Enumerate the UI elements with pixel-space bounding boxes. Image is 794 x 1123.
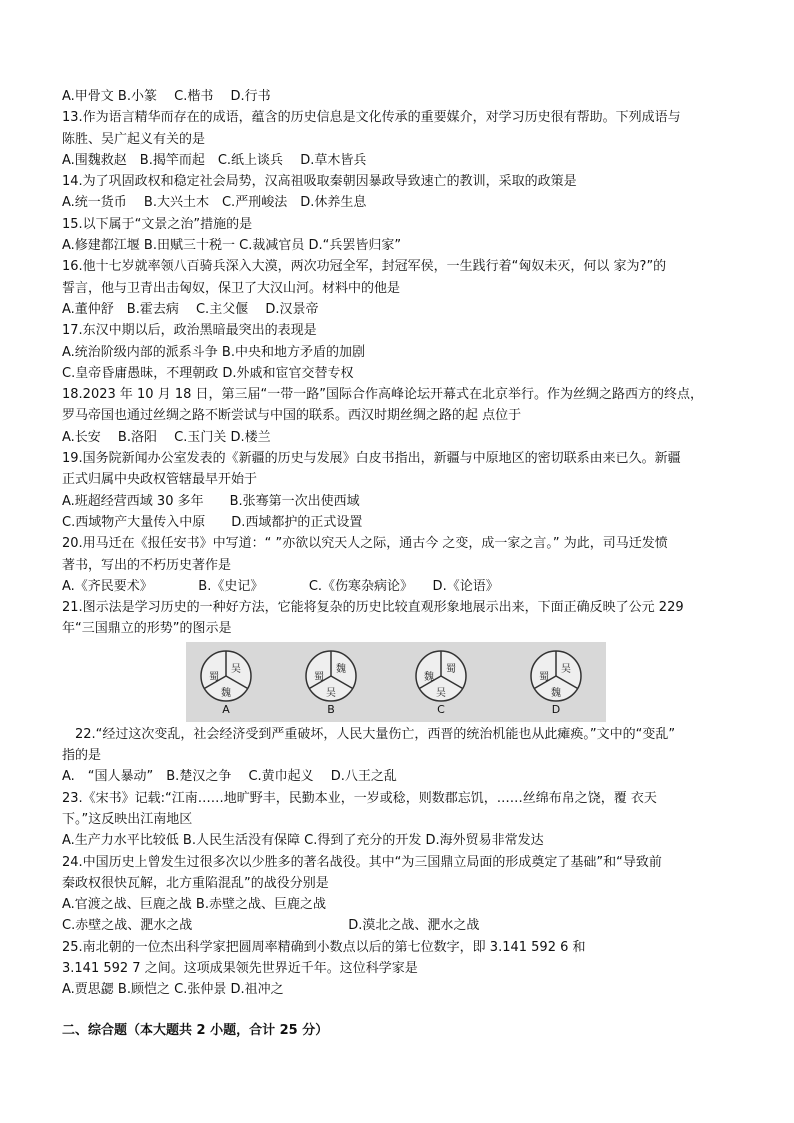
diagram-option-a bbox=[196, 648, 256, 720]
option-letter: A bbox=[222, 702, 230, 716]
pie-label: 魏 bbox=[221, 687, 231, 699]
pie-label: 吴 bbox=[326, 687, 336, 699]
text-line: A.围魏救赵 B.揭竿而起 C.纸上谈兵 D.草木皆兵 bbox=[62, 152, 367, 168]
option-letter: D bbox=[551, 702, 561, 716]
questions-block-1 bbox=[62, 86, 742, 640]
pie-label: 蜀 bbox=[209, 671, 219, 683]
text-line: A.统治阶级内部的派系斗争 B.中央和地方矛盾的加剧 bbox=[62, 344, 365, 360]
text-line: 18.2023 年 10 月 18 日，第三届“一带一路”国际合作高峰论坛开幕式在北京举行。作为丝绸之路西方的终点， bbox=[62, 387, 703, 403]
text-line: 13.作为语言精华而存在的成语，蕴含的历史信息是文化传承的重要媒介，对学习历史很有帮助。下列成语与 bbox=[62, 110, 681, 126]
pie-label: 魏 bbox=[424, 671, 434, 683]
text-line: C.西域物产大量传入中原 D.西域都护的正式设置 bbox=[62, 514, 363, 530]
text-line: A.甲骨文 B.小篆 C.楷书 D.行书 bbox=[62, 89, 271, 104]
diagram-option-b bbox=[301, 648, 361, 720]
text-line: 下。”这反映出江南地区 bbox=[62, 811, 193, 827]
option-letter: B bbox=[327, 702, 335, 716]
text-line: A.董仲舒 B.霍去病 C.主父偃 D.汉景帝 bbox=[62, 301, 319, 317]
pie-diagram bbox=[198, 648, 254, 704]
section-title: 二、综合题（本大题共 2 小题，合计 25 分） bbox=[62, 1022, 329, 1038]
diagram-option-d bbox=[526, 648, 586, 720]
exam-page bbox=[62, 86, 742, 1038]
text-line: A. “国人暴动” B.楚汉之争 C.黄巾起义 D.八王之乱 bbox=[62, 769, 397, 785]
text-line: 15.以下属于“文景之治”措施的是 bbox=[62, 216, 253, 232]
text-line: A.生产力水平比较低 B.人民生活没有保障 C.得到了充分的开发 D.海外贸易非常发达 bbox=[62, 833, 544, 849]
text-line: A.《齐民要术》 B.《史记》 C.《伤寒杂病论》 D.《论语》 bbox=[62, 578, 499, 594]
pie-label: 吴 bbox=[231, 663, 241, 675]
questions-block-2 bbox=[62, 724, 742, 1001]
pie-label: 魏 bbox=[336, 663, 346, 675]
text-line: A.长安 B.洛阳 C.玉门关 D.楼兰 bbox=[62, 429, 271, 445]
pie-diagram bbox=[413, 648, 469, 704]
pie-label: 蜀 bbox=[446, 663, 456, 675]
text-line: 指的是 bbox=[62, 748, 102, 764]
pie-label: 吴 bbox=[436, 687, 446, 699]
pie-diagram bbox=[303, 648, 359, 704]
text-line: 陈胜、吴广起义有关的是 bbox=[62, 131, 206, 147]
text-line: 秦政权很快瓦解，北方重陷混乱”的战役分别是 bbox=[62, 875, 329, 891]
text-line: 16.他十七岁就率领八百骑兵深入大漠，两次功冠全军，封冠军侯，一生践行着“匈奴未灭，何以 家为?”的 bbox=[62, 259, 667, 275]
text-line: 19.国务院新闻办公室发表的《新疆的历史与发展》白皮书指出，新疆与中原地区的密切联系由来已久。新疆 bbox=[62, 451, 681, 467]
text-line: 年“三国鼎立的形势”的图示是 bbox=[62, 621, 232, 637]
three-kingdoms-diagram bbox=[186, 642, 606, 722]
text-line: A.修建都江堰 B.田赋三十税一 C.裁减官员 D.“兵罢皆归家” bbox=[62, 238, 402, 254]
text-line: 20.用马迁在《报任安书》中写道：“ ”亦欲以究天人之际，通古今 之变，成一家之言。” 为此，司马迁发愤 bbox=[62, 536, 668, 552]
pie-label: 吴 bbox=[561, 663, 571, 675]
text-line: A.贾思勰 B.顾恺之 C.张仲景 D.祖冲之 bbox=[62, 982, 284, 998]
text-line: 14.为了巩固政权和稳定社会局势，汉高祖吸取秦朝因暴政导致速亡的教训，采取的政策是 bbox=[62, 174, 577, 190]
pie-label: 魏 bbox=[551, 687, 561, 699]
pie-label: 蜀 bbox=[539, 671, 549, 683]
text-line: C.赤壁之战、淝水之战 D.漠北之战、淝水之战 bbox=[62, 918, 480, 934]
text-line: 誓言，他与卫青出击匈奴，保卫了大汉山河。材料中的他是 bbox=[62, 280, 401, 296]
text-line: 17.东汉中期以后，政治黑暗最突出的表现是 bbox=[62, 323, 317, 339]
text-line: 罗马帝国也通过丝绸之路不断尝试与中国的联系。西汉时期丝绸之路的起 点位于 bbox=[62, 408, 522, 424]
diagram-option-c bbox=[411, 648, 471, 720]
text-line: 3.141 592 7 之间。这项成果领先世界近千年。这位科学家是 bbox=[62, 960, 418, 976]
text-line: 22.“经过这次变乱，社会经济受到严重破坏，人民大量伤亡，西晋的统治机能也从此瘫痪。”文中的“变乱” bbox=[62, 726, 676, 742]
text-line: 21.图示法是学习历史的一种好方法，它能将复杂的历史比较直观形象地展示出来，下面正确反映了公元 229 bbox=[62, 600, 684, 616]
pie-diagram bbox=[528, 648, 584, 704]
option-letter: C bbox=[437, 702, 445, 716]
text-line: 24.中国历史上曾发生过很多次以少胜多的著名战役。其中“为三国鼎立局面的形成奠定了基础”和“导致前 bbox=[62, 854, 662, 870]
text-line: 正式归属中央政权管辖最早开始于 bbox=[62, 472, 258, 488]
text-line: C.皇帝昏庸愚昧，不理朝政 D.外戚和宦官交替专权 bbox=[62, 365, 354, 381]
text-line: A.班超经营西域 30 多年 B.张骞第一次出使西域 bbox=[62, 493, 360, 509]
text-line: 23.《宋书》记载:“江南……地旷野丰，民勤本业，一岁或稔，则数郡忘饥，……丝绵布帛之饶，覆 衣天 bbox=[62, 790, 657, 806]
text-line: A.统一货币 B.大兴土木 C.严刑峻法 D.休养生息 bbox=[62, 195, 367, 211]
text-line: 25.南北朝的一位杰出科学家把圆周率精确到小数点以后的第七位数字，即 3.141 592 6 和 bbox=[62, 939, 586, 955]
text-line: A.官渡之战、巨鹿之战 B.赤壁之战、巨鹿之战 bbox=[62, 897, 326, 913]
pie-label: 蜀 bbox=[314, 671, 324, 683]
text-line: 著书，写出的不朽历史著作是 bbox=[62, 557, 232, 573]
